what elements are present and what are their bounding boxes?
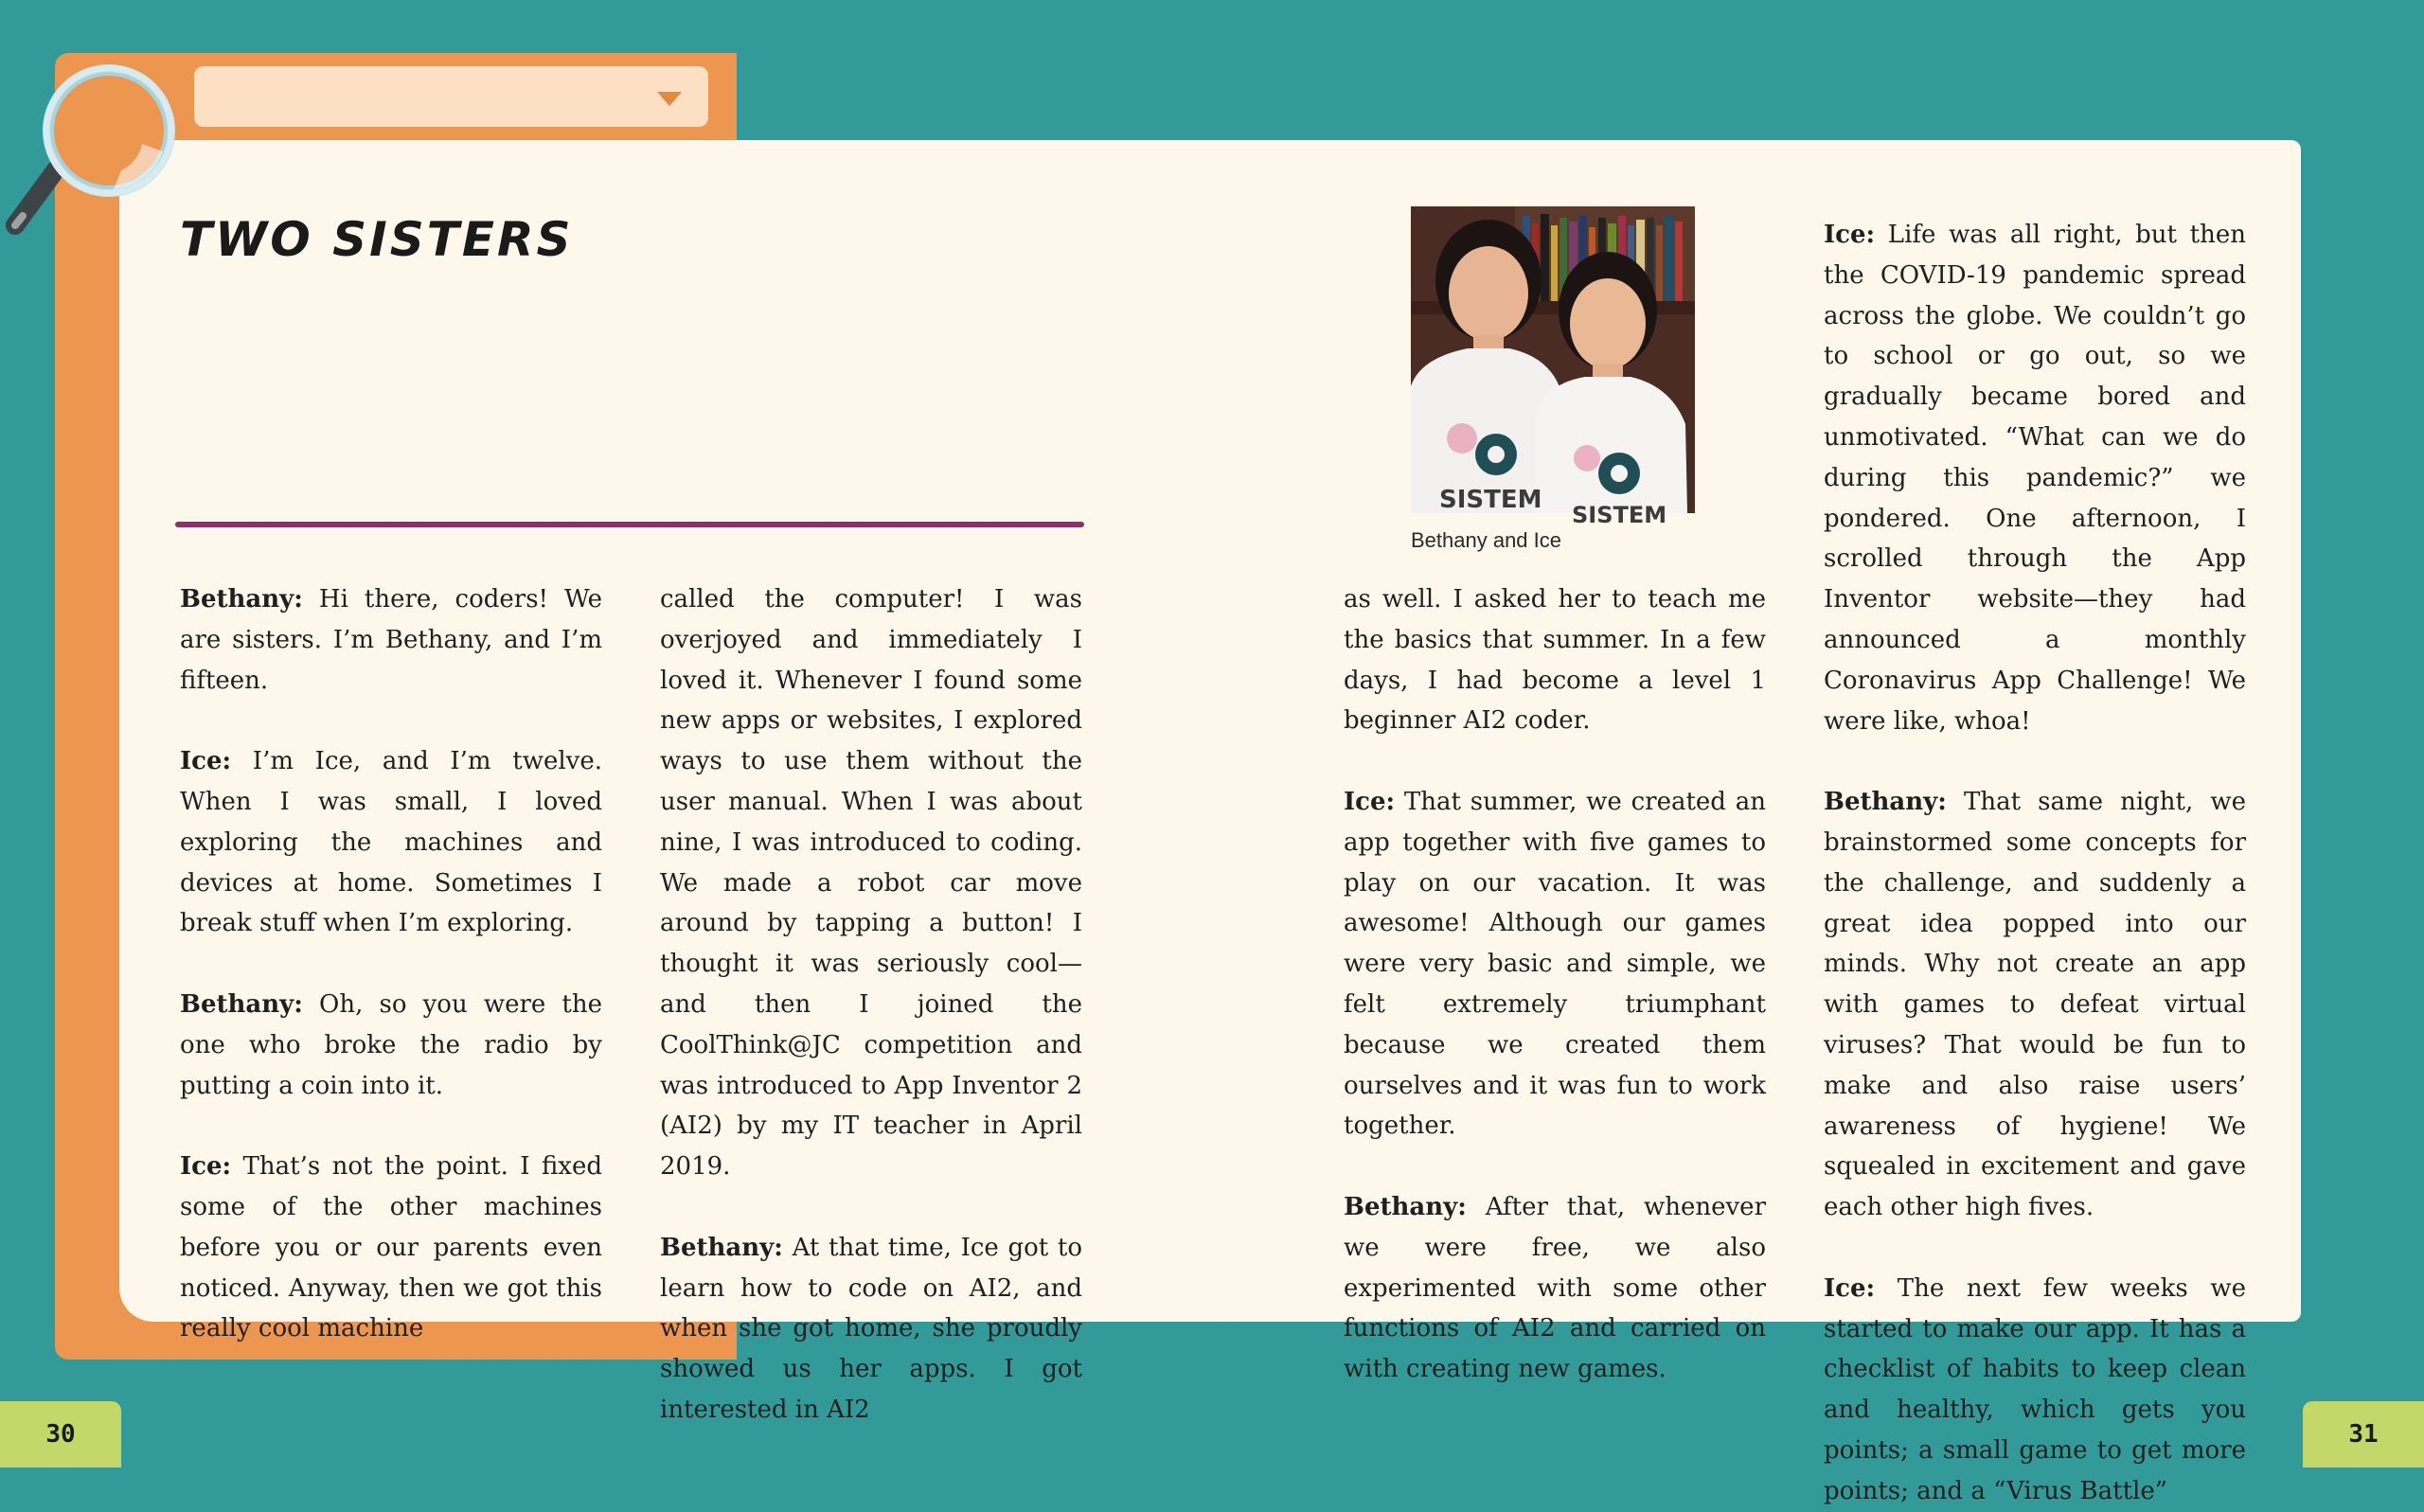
shirt-text-left: SISTEM — [1439, 486, 1542, 514]
paragraph: Bethany: Oh, so you were the one who broke the radio by putting a coin into it. — [180, 989, 602, 1100]
paragraph: Bethany: Hi there, coders! We are sisters. I’m Bethany, and I’m fifteen. — [180, 585, 602, 695]
paragraph: called the computer! I was overjoyed and immediately I loved it. Whenever I found some new apps or websites, I explored ways to use them without the user manual. When I was about nine, I was introduced to coding. We made a robot car move around by tapping a button! I thought it was seriously cool—and then I joined the CoolThink@JC competition and was introduced to App Inventor 2 (AI2) by my IT teacher in April 2019. — [660, 585, 1082, 1182]
paragraph: Ice: The next few weeks we started to make our app. It has a checklist of habits to keep clean and healthy, which gets you points; a small game to get more points; and a “Virus Battle” — [1824, 1273, 2246, 1505]
paragraph: Bethany: After that, whenever we were free, we also experimented with some other functions of AI2 and carried on with creating new games. — [1344, 1192, 1766, 1384]
text-column-1 — [180, 579, 602, 1349]
page-number-left: 30 — [0, 1401, 121, 1468]
text-column-2 — [660, 579, 1082, 1431]
paragraph: Bethany: That same night, we brainstormed some concepts for the challenge, and suddenly a great idea popped into our minds. Why not create an app with games to defeat virtual viruses? That would be fun to make and also raise users’ awareness of hygiene! We squealed in excitement and gave each other high fives. — [1824, 788, 2246, 1222]
paragraph: Ice: That summer, we created an app together with five games to play on our vacation. It was awesome! Although our games were very basic and simple, we felt extremely triumphant because we created them ourselves and it was fun to work together. — [1344, 787, 1766, 1141]
photo-caption: Bethany and Ice — [1411, 528, 1562, 552]
page-title: TWO SISTERS — [180, 212, 574, 267]
text-column-4 — [1824, 215, 2246, 1512]
page-number-right: 31 — [2303, 1401, 2424, 1468]
shirt-text-right: SISTEM — [1572, 502, 1667, 528]
paragraph: Bethany: At that time, Ice got to learn how to code on AI2, and when she got home, she proudly showed us her apps. I got interested in AI2 — [660, 1233, 1082, 1424]
title-divider — [175, 522, 1084, 527]
chevron-down-icon[interactable] — [657, 92, 682, 106]
paragraph: as well. I asked her to teach me the basics that summer. In a few days, I had become a level 1 beginner AI2 coder. — [1344, 585, 1766, 736]
magnifier-icon — [0, 57, 189, 246]
paragraph: Ice: Life was all right, but then the COVID-19 pandemic spread across the globe. We couldn’t go to school or go out, so we gradually became bored and unmotivated. “What can we do during this pandemic?” we pondered. One afternoon, I scrolled through the App Inventor website—they had announced a monthly Coronavirus App Challenge! We were like, whoa! — [1824, 221, 2246, 736]
paragraph: Ice: That’s not the point. I fixed some of the other machines before you or our parents even noticed. Anyway, then we got this really cool machine — [180, 1152, 602, 1343]
search-dropdown[interactable] — [194, 66, 708, 127]
paragraph: Ice: I’m Ice, and I’m twelve. When I was small, I loved exploring the machines and devices at home. Sometimes I break stuff when I’m exploring. — [180, 747, 602, 938]
sisters-photo — [1411, 206, 1695, 528]
text-column-3 — [1344, 579, 1766, 1390]
